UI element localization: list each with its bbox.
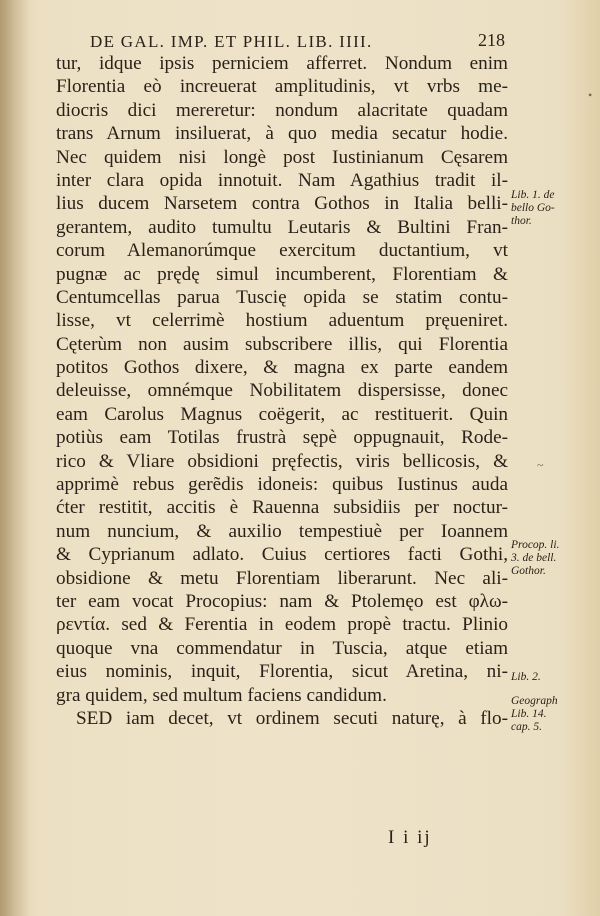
text-line: corum Alemanorúmque exercitum ductantium, vt bbox=[56, 240, 508, 262]
margin-note bbox=[511, 189, 555, 228]
text-line: apprimè rebus gerẽdis idoneis: quibus Iustinus auda bbox=[56, 474, 508, 496]
text-line: Nec quidem nisi longè post Iustinianum Cęsarem bbox=[56, 146, 508, 168]
text-line: ter eam vocat Procopius: nam & Ptolemęo est φλω- bbox=[56, 590, 508, 612]
margin-note-line: Procop. li. bbox=[511, 539, 560, 551]
text-line: diocris dici mereretur: nondum alacritate quadam bbox=[56, 99, 508, 121]
new-paragraph-line: SED iam decet, vt ordinem secuti naturę, à flo- bbox=[76, 707, 508, 729]
text-line: potiùs eam Totilas frustrà sępè oppugnauit, Rode- bbox=[56, 427, 508, 449]
paragraph-last-line: gra quidem, sed multum faciens candidum. bbox=[56, 684, 387, 706]
text-line: Centumcellas parua Tuscię opida se statim contu- bbox=[56, 286, 508, 308]
text-line: gerantem, audito tumultu Leutaris & Bultini Fran- bbox=[56, 216, 508, 238]
margin-tilde-mark: ~ bbox=[537, 458, 544, 472]
folio-number: 218 bbox=[478, 30, 505, 50]
text-line: eam Carolus Magnus coëgerit, ac restituerit. Quin bbox=[56, 403, 508, 425]
text-line: lius ducem Narsetem contra Gothos in Italia belli- bbox=[56, 193, 508, 215]
text-line: pugnæ ac prędę simul incumberent, Florentiam & bbox=[56, 263, 508, 285]
text-line: rico & Vliare obsidioni pręfectis, viris bellicosis, & bbox=[56, 450, 508, 472]
signature-mark: I i ij bbox=[388, 827, 432, 848]
margin-dot-mark: • bbox=[588, 88, 593, 102]
margin-note-line: Lib. 14. bbox=[511, 708, 547, 720]
text-line: Florentia eò increuerat amplitudinis, vt vrbs me- bbox=[56, 76, 508, 98]
margin-note-line: cap. 5. bbox=[511, 721, 542, 733]
text-line: ćter restitit, accitis è Rauenna subsidiis per noctur- bbox=[56, 497, 508, 519]
margin-note-line: bello Go- bbox=[511, 202, 555, 214]
text-line: obsidione & metu Florentiam liberarunt. Nec ali- bbox=[56, 567, 508, 589]
margin-note bbox=[511, 539, 559, 578]
margin-note bbox=[511, 695, 558, 734]
text-line: num nuncium, & auxilio tempestiuè per Ioannem bbox=[56, 520, 508, 542]
margin-note-line: Geograph bbox=[511, 695, 558, 707]
gutter-shadow bbox=[0, 0, 30, 916]
margin-note-line: 3. de bell. bbox=[511, 552, 557, 564]
margin-note-line: Gothor. bbox=[511, 565, 546, 577]
text-line: potitos Gothos dixere, & magna ex parte eandem bbox=[56, 357, 508, 379]
text-line: ρεντία. sed & Ferentia in eodem propè tractu. Plinio bbox=[56, 614, 508, 636]
margin-note-line: Lib. 1. de bbox=[511, 189, 555, 201]
margin-note bbox=[511, 671, 541, 684]
text-line: Cęterùm non ausim subscribere illis, qui Florentia bbox=[56, 333, 508, 355]
text-line: lisse, vt celerrimè hostium aduentum pręueniret. bbox=[56, 310, 508, 332]
text-line: tur, idque ipsis perniciem afferret. Nondum enim bbox=[56, 53, 508, 74]
text-line: & Cyprianum adlato. Cuius certiores facti Gothi, bbox=[56, 544, 508, 566]
text-line: inter clara opida innotuit. Nam Agathius tradit il- bbox=[56, 169, 508, 191]
margin-note-line: Lib. 2. bbox=[511, 671, 541, 683]
text-line: eius nominis, inquit, Florentia, sicut Aretina, ni- bbox=[56, 661, 508, 683]
text-line: trans Arnum insiluerat, à quo media secatur hodie. bbox=[56, 123, 508, 145]
text-line: quoque vna commendatur in Tuscia, atque etiam bbox=[56, 637, 508, 659]
running-title: DE GAL. IMP. ET PHIL. LIB. IIII. bbox=[90, 32, 373, 51]
body-text bbox=[56, 52, 508, 730]
text-line: deleuisse, omnémque Nobilitatem dispersisse, donec bbox=[56, 380, 508, 402]
margin-note-line: thor. bbox=[511, 215, 532, 227]
